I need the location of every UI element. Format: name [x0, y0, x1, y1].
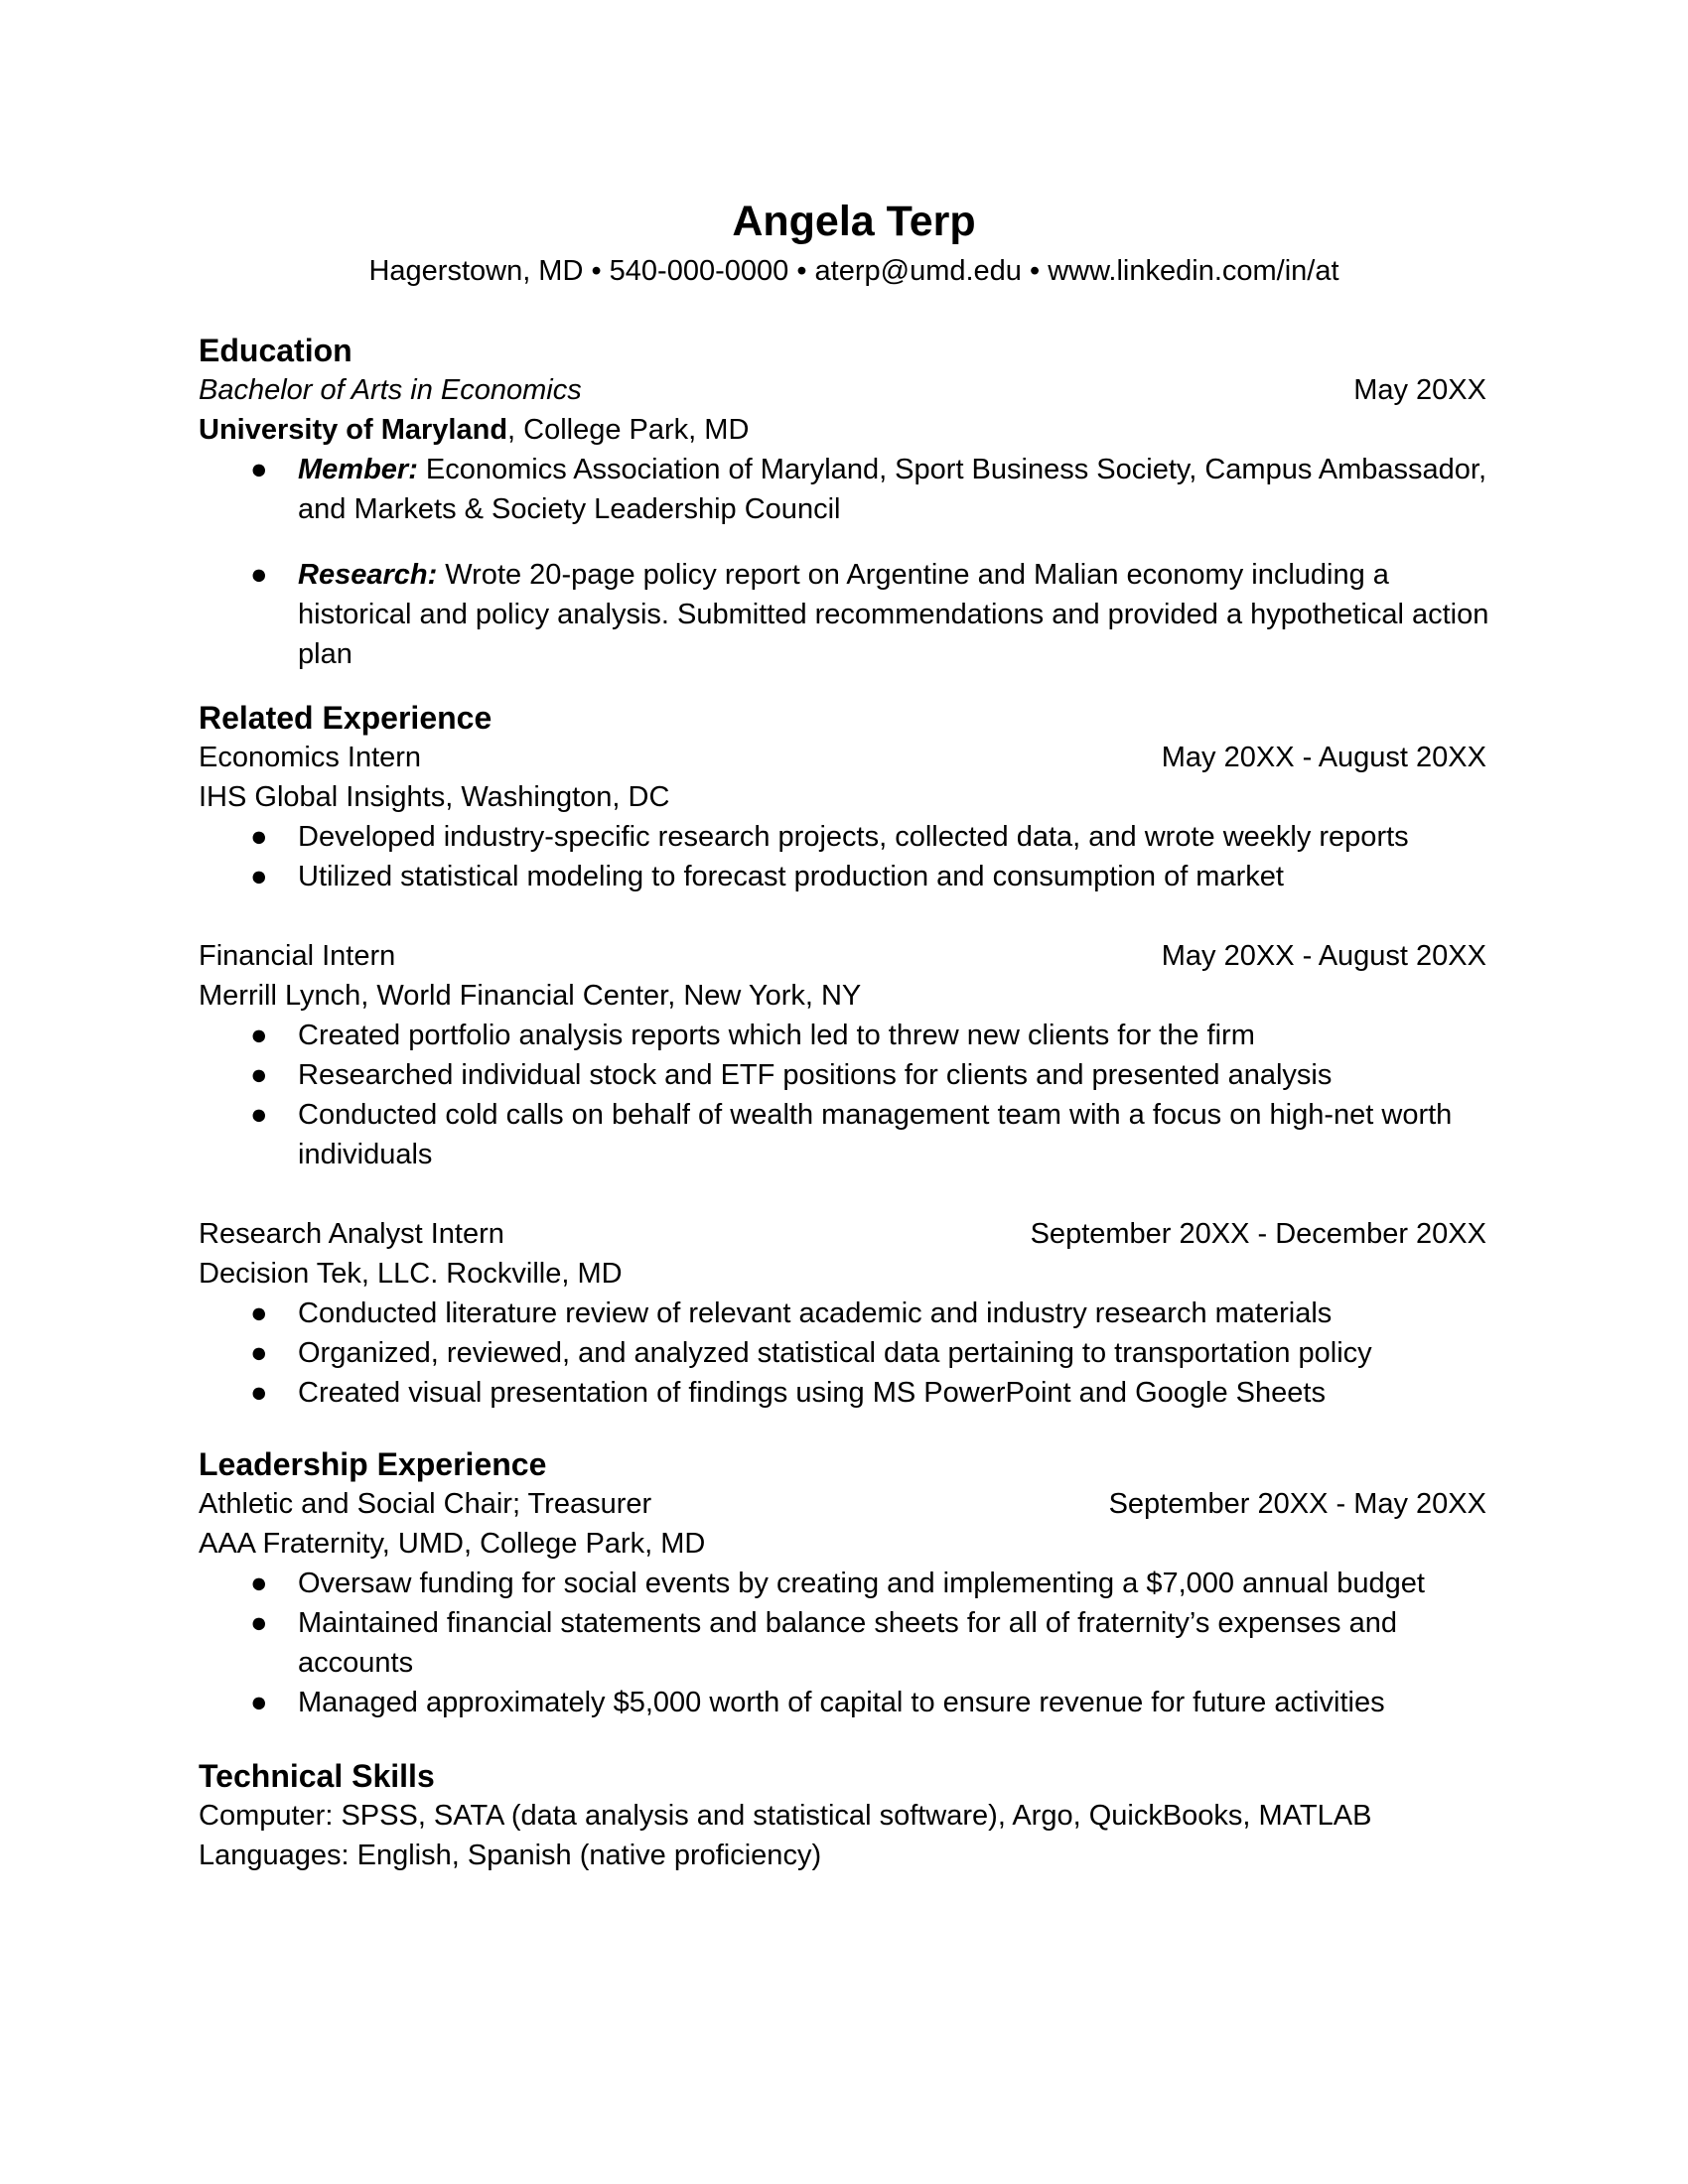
list-item — [199, 857, 1499, 896]
bullet-label-research: Research: — [298, 559, 438, 591]
list-item — [199, 1294, 1499, 1333]
leadership-role: Athletic and Social Chair; Treasurer — [199, 1488, 652, 1520]
list-item — [199, 1333, 1499, 1373]
school-location: , College Park, MD — [507, 414, 750, 446]
leadership-date: September 20XX - May 20XX — [1108, 1488, 1486, 1520]
bullet-icon: ● — [250, 1099, 268, 1131]
education-degree-row — [199, 370, 1486, 410]
bullet-icon: ● — [250, 559, 268, 591]
bullet-text: Conducted cold calls on behalf of wealth management team with a focus on high-net worth individuals — [298, 1099, 1453, 1170]
bullet-text: Researched individual stock and ETF positions for clients and presented analysis — [298, 1059, 1333, 1091]
list-item — [199, 1016, 1499, 1055]
list-item — [199, 1055, 1499, 1095]
leadership-org: AAA Fraternity, UMD, College Park, MD — [199, 1528, 706, 1560]
computer-skills: Computer: SPSS, SATA (data analysis and statistical software), Argo, QuickBooks, MATLAB — [199, 1800, 1372, 1832]
list-item — [199, 555, 1499, 674]
list-item — [199, 450, 1499, 529]
degree-date: May 20XX — [1353, 374, 1486, 406]
bullet-text: Organized, reviewed, and analyzed statistical data pertaining to transportation policy — [298, 1337, 1372, 1369]
job-role-row — [199, 936, 1486, 976]
list-item — [199, 1683, 1499, 1722]
resume-name: Angela Terp — [732, 198, 976, 245]
bullet-text: Conducted literature review of relevant academic and industry research materials — [298, 1297, 1333, 1329]
bullet-text: Maintained financial statements and balance sheets for all of fraternity’s expenses and accounts — [298, 1607, 1397, 1679]
list-item — [199, 1095, 1499, 1174]
leadership-bullets — [199, 1564, 1489, 1722]
contact-line: Hagerstown, MD • 540-000-0000 • aterp@umd.edu • www.linkedin.com/in/at — [368, 255, 1339, 287]
leadership-role-row — [199, 1484, 1486, 1524]
job-bullets — [199, 1016, 1489, 1174]
list-item — [199, 1564, 1499, 1603]
bullet-icon: ● — [250, 821, 268, 853]
bullet-icon: ● — [250, 454, 268, 485]
job-entry — [199, 1214, 1489, 1413]
bullet-icon: ● — [250, 1297, 268, 1329]
job-date: May 20XX - August 20XX — [1161, 742, 1486, 773]
job-date: May 20XX - August 20XX — [1161, 940, 1486, 972]
bullet-text: Oversaw funding for social events by creating and implementing a $7,000 annual budget — [298, 1568, 1425, 1599]
bullet-text: Managed approximately $5,000 worth of capital to ensure revenue for future activities — [298, 1687, 1385, 1718]
list-item — [199, 817, 1499, 857]
bullet-icon: ● — [250, 861, 268, 892]
bullet-text: Created portfolio analysis reports which led to threw new clients for the firm — [298, 1020, 1255, 1051]
job-role-row — [199, 738, 1486, 777]
bullet-icon: ● — [250, 1337, 268, 1369]
job-bullets — [199, 817, 1489, 896]
bullet-text: Developed industry-specific research projects, collected data, and wrote weekly reports — [298, 821, 1409, 853]
degree-title: Bachelor of Arts in Economics — [199, 374, 582, 406]
bullet-text: Wrote 20-page policy report on Argentine and Malian economy including a historical and policy analysis. Submitted recommendations and provided a hypothetical action plan — [298, 559, 1489, 670]
school-line — [199, 410, 1489, 450]
job-org: Merrill Lynch, World Financial Center, New York, NY — [199, 980, 862, 1012]
bullet-icon: ● — [250, 1568, 268, 1599]
bullet-icon: ● — [250, 1020, 268, 1051]
education-heading: Education — [199, 333, 352, 368]
job-role: Economics Intern — [199, 742, 422, 773]
bullet-text: Created visual presentation of findings using MS PowerPoint and Google Sheets — [298, 1377, 1326, 1409]
job-org: Decision Tek, LLC. Rockville, MD — [199, 1258, 623, 1290]
bullet-label-member: Member: — [298, 454, 418, 485]
job-entry — [199, 936, 1489, 1174]
bullet-text: Economics Association of Maryland, Sport Business Society, Campus Ambassador, and Markets & Society Leadership Council — [298, 454, 1487, 525]
job-org: IHS Global Insights, Washington, DC — [199, 781, 670, 813]
technical-skills-heading: Technical Skills — [199, 1758, 435, 1794]
bullet-icon: ● — [250, 1059, 268, 1091]
school-name: University of Maryland — [199, 414, 508, 446]
job-bullets — [199, 1294, 1489, 1413]
list-item — [199, 1373, 1499, 1413]
job-role: Financial Intern — [199, 940, 396, 972]
list-item — [199, 1603, 1499, 1683]
job-role: Research Analyst Intern — [199, 1218, 504, 1250]
bullet-text: Utilized statistical modeling to forecast production and consumption of market — [298, 861, 1284, 892]
job-date: September 20XX - December 20XX — [1030, 1218, 1486, 1250]
related-experience-heading: Related Experience — [199, 700, 492, 736]
leadership-experience-heading: Leadership Experience — [199, 1446, 547, 1482]
bullet-icon: ● — [250, 1607, 268, 1639]
resume-page — [199, 194, 1489, 1875]
bullet-icon: ● — [250, 1687, 268, 1718]
education-bullets — [199, 450, 1489, 674]
job-entry — [199, 738, 1489, 896]
job-role-row — [199, 1214, 1486, 1254]
bullet-icon: ● — [250, 1377, 268, 1409]
language-skills: Languages: English, Spanish (native proficiency) — [199, 1840, 822, 1871]
